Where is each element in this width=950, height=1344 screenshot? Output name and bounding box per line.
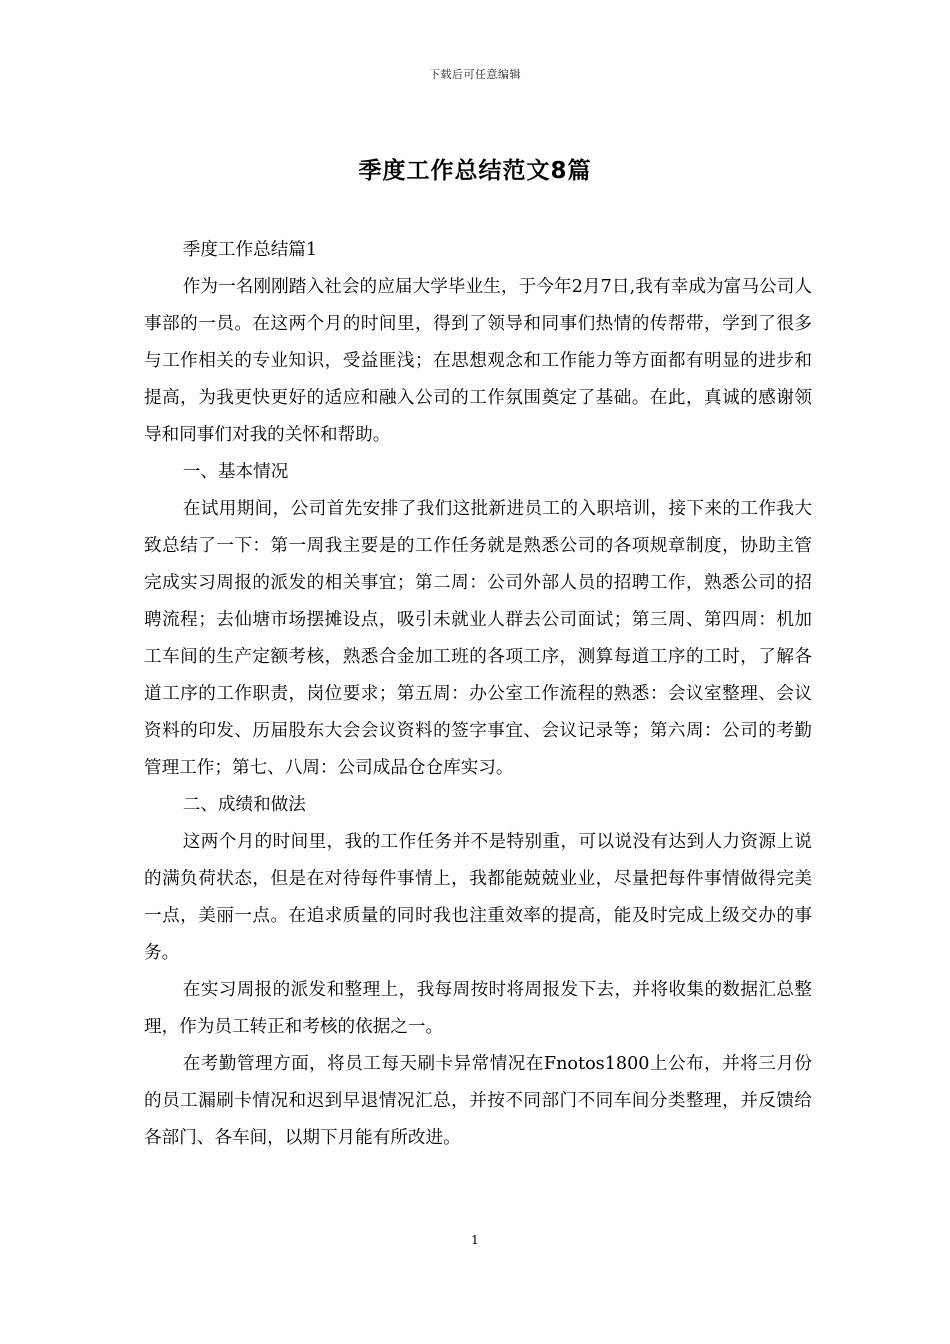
paragraph: 在考勤管理方面，将员工每天刷卡异常情况在Fnotos1800上公布，并将三月份的员工漏刷卡情况和迟到早退情况汇总，并按不同部门不同车间分类整理，并反馈给各部门、各车间，以期下月能有所改进。 [144,1054,812,1148]
document-title: 季度工作总结范文8篇 [358,158,592,184]
paragraph: 在实习周报的派发和整理上，我每周按时将周报发下去，并将收集的数据汇总整理，作为员工转正和考核的依据之一。 [144,980,812,1037]
page-header: 下载后可任意编辑 [429,68,521,81]
paragraph: 作为一名刚刚踏入社会的应届大学毕业生，于今年2月7日,我有幸成为富马公司人事部的一员。在这两个月的时间里，得到了领导和同事们热情的传帮带，学到了很多与工作相关的专业知识，受益匪浅；在思想观念和工作能力等方面都有明显的进步和提高，为我更快更好的适应和融入公司的工作氛围奠定了基础。在此，真诚的感谢领导和同事们对我的关怀和帮助。 [144,277,812,445]
paragraph: 这两个月的时间里，我的工作任务并不是特别重，可以说没有达到人力资源上说的满负荷状态，但是在对待每件事情上，我都能兢兢业业，尽量把每件事情做得完美一点，美丽一点。在追求质量的同时我也注重效率的提高，能及时完成上级交办的事务。 [144,832,812,963]
section-heading: 季度工作总结篇1 [182,240,318,260]
paragraph: 在试用期间，公司首先安排了我们这批新进员工的入职培训，接下来的工作我大致总结了一下：第一周我主要是的工作任务就是熟悉公司的各项规章制度，协助主管完成实习周报的派发的相关事宜；第二周：公司外部人员的招聘工作，熟悉公司的招聘流程；去仙塘市场摆摊设点，吸引未就业人群去公司面试；第三周、第四周：机加工车间的生产定额考核，熟悉合金加工班的各项工序，测算每道工序的工时，了解各道工序的工作职责，岗位要求；第五周：办公室工作流程的熟悉：会议室整理、会议资料的印发、历届股东大会会议资料的签字事宜、会议记录等；第六周：公司的考勤管理工作；第七、八周：公司成品仓仓库实习。 [144,499,812,778]
document-body [144,232,812,1157]
section-heading: 二、成绩和做法 [182,795,306,815]
page-number: 1 [471,1233,479,1247]
section-heading: 一、基本情况 [182,462,289,482]
